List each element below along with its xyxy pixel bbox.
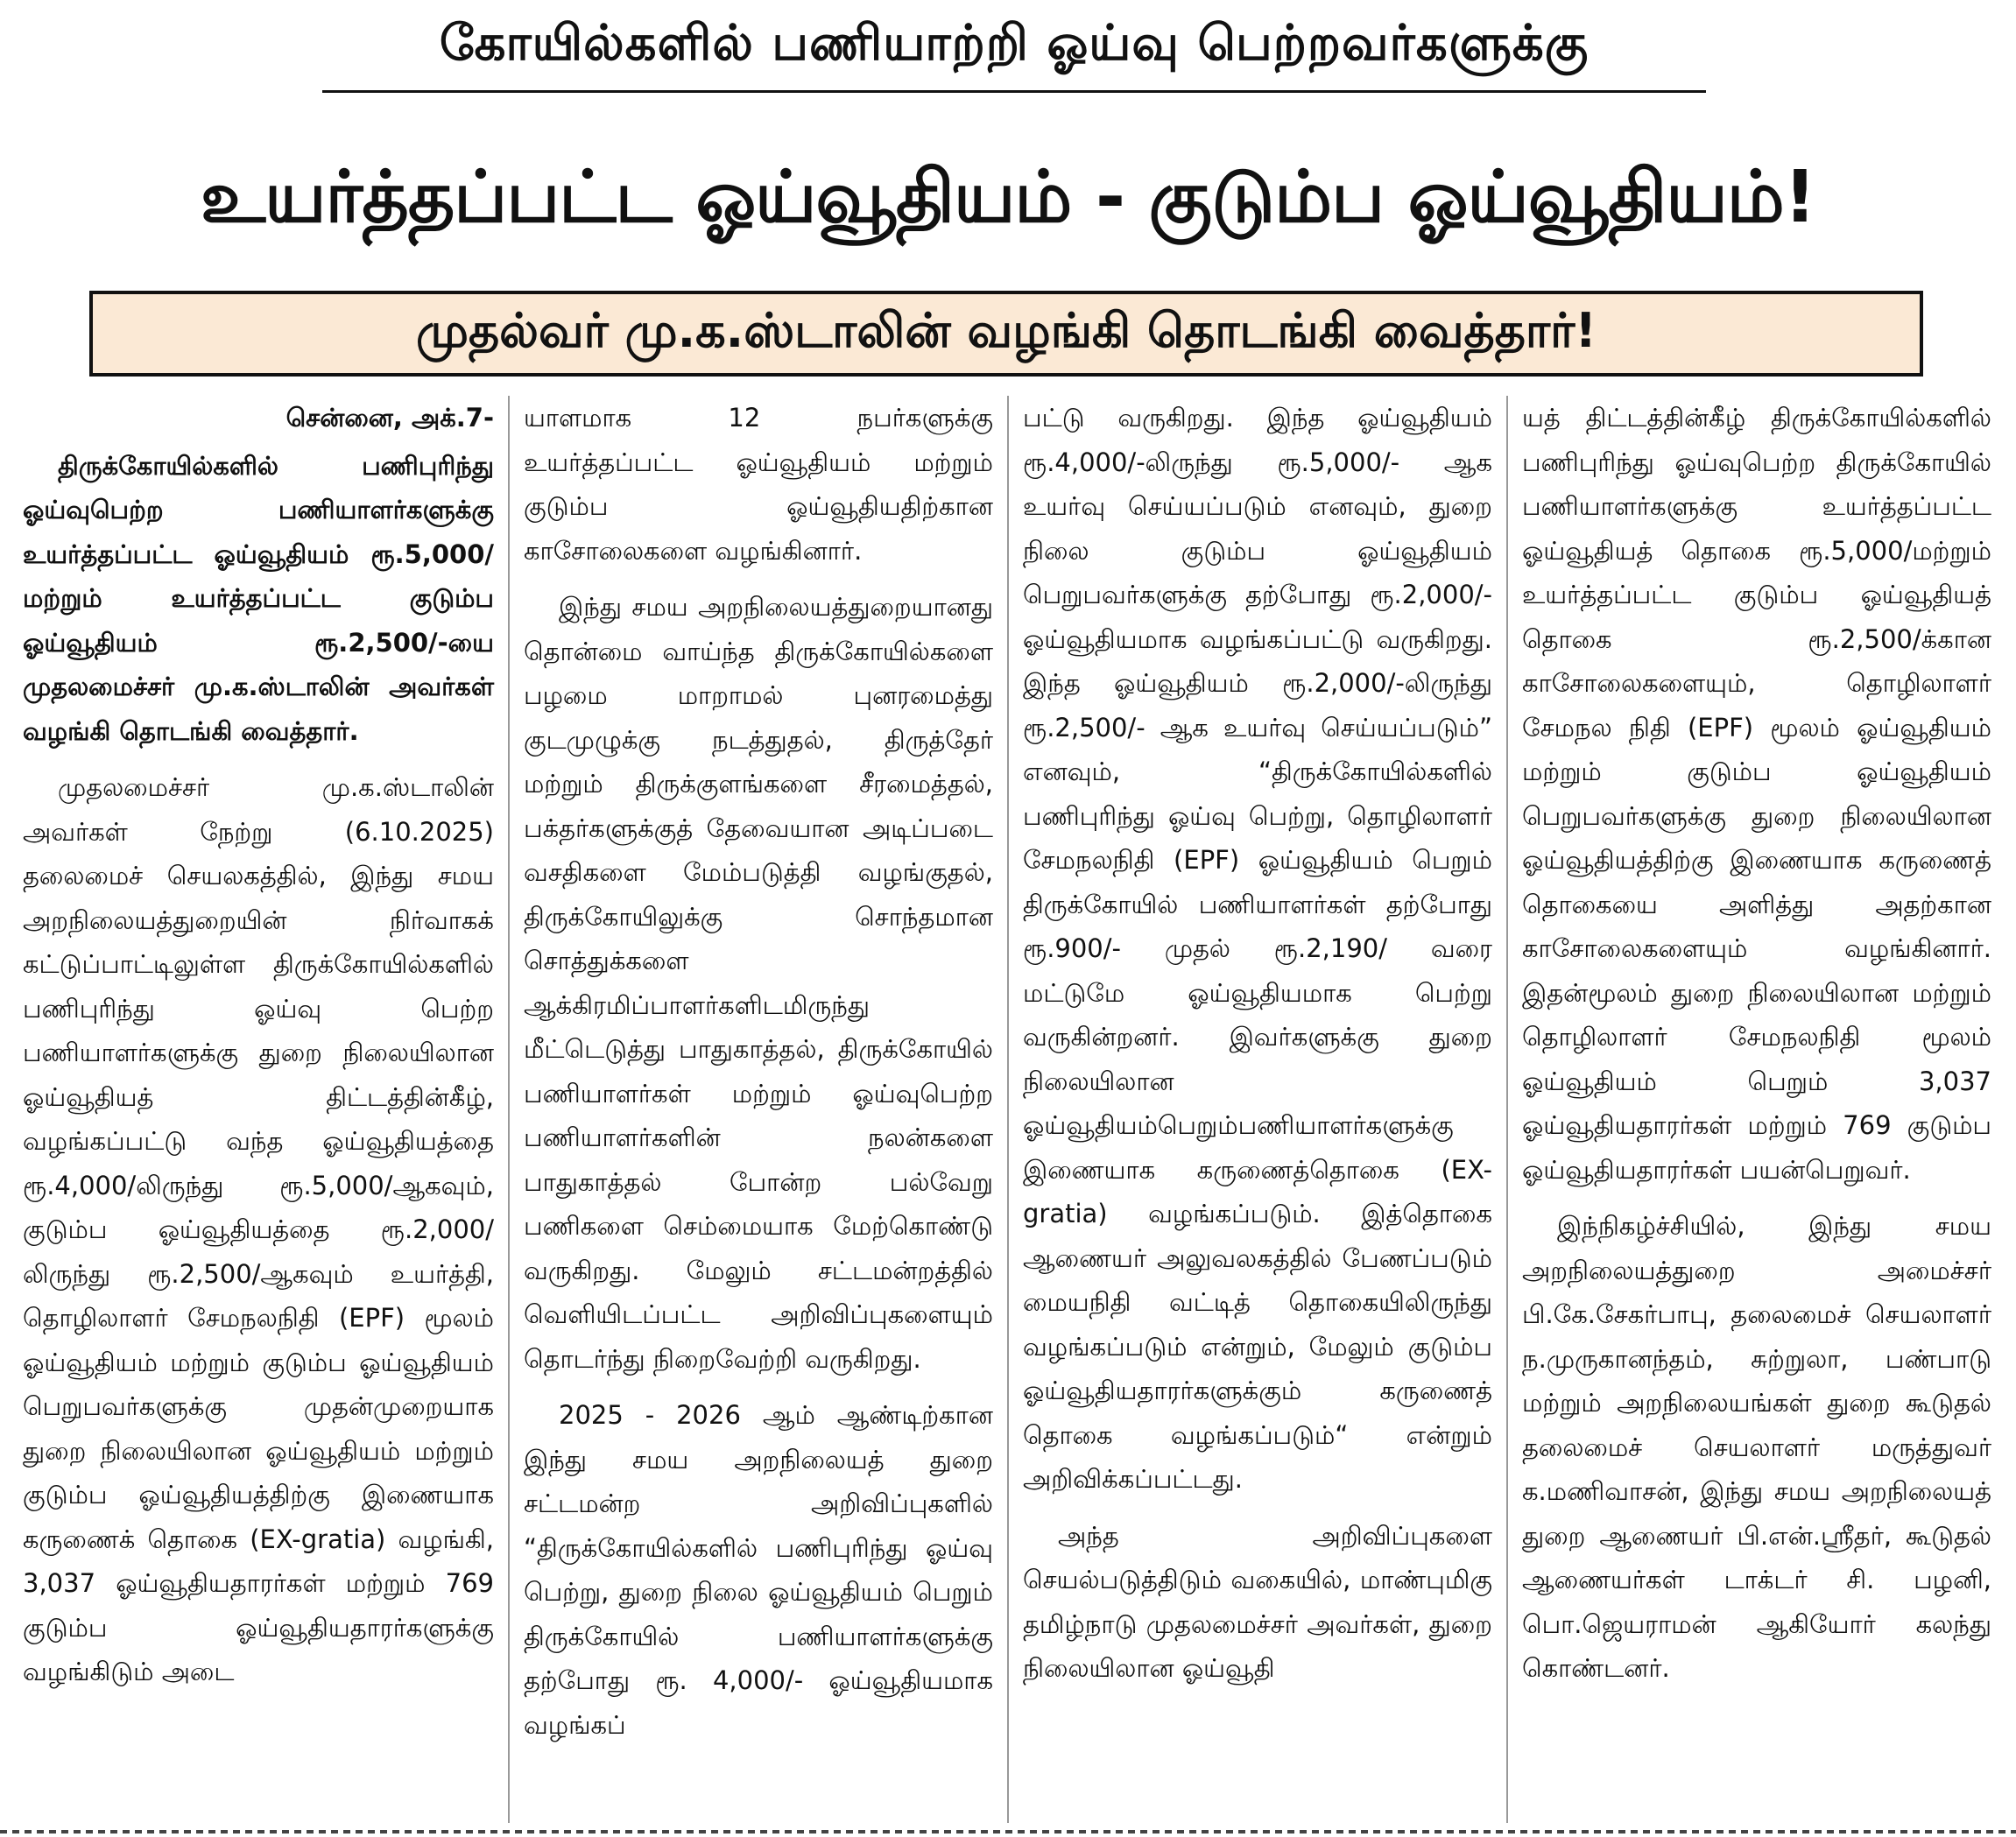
kicker-headline: கோயில்களில் பணியாற்றி ஓய்வு பெற்றவர்களுக்கு bbox=[439, 15, 1590, 72]
subheadline-box: முதல்வர் மு.க.ஸ்டாலின் வழங்கி தொடங்கி வைத்தார்! bbox=[89, 291, 1923, 377]
article-columns bbox=[9, 396, 2007, 1823]
article-column-2 bbox=[508, 396, 1007, 1823]
article-column-1 bbox=[9, 396, 508, 1823]
lead-paragraph: திருக்கோயில்களில் பணிபுரிந்து ஓய்வுபெற்ற பணியாளர்களுக்கு உயர்த்தப்பட்ட ஓய்வூதியம் ரூ.5,000/ மற்றும் உயர்த்தப்பட்ட குடும்ப ஓய்வூதியம் ரூ.2,500/-யை முதலமைச்சர் மு.க.ஸ்டாலின் அவர்கள் வழங்கி தொடங்கி வைத்தார். bbox=[23, 450, 494, 746]
bottom-dashed-rule bbox=[0, 1830, 2016, 1833]
main-headline: உயர்த்தப்பட்ட ஓய்வூதியம் - குடும்ப ஓய்வூதியம்! bbox=[200, 156, 1816, 239]
body-paragraph: அந்த அறிவிப்புகளை செயல்படுத்திடும் வகையில், மாண்புமிகு தமிழ்நாடு முதலமைச்சர் அவர்கள், துறை நிலையிலான ஓய்வூதி bbox=[1023, 1520, 1492, 1683]
dateline: சென்னை, அக்.7- bbox=[285, 403, 494, 433]
body-paragraph: இந்நிகழ்ச்சியில், இந்து சமய அறநிலையத்துறை அமைச்சர் பி.கே.சேகர்பாபு, தலைமைச் செயலாளர் ந.முருகானந்தம், சுற்றுலா, பண்பாடு மற்றும் அறநிலையங்கள் துறை கூடுதல் தலைமைச் செயலாளர் மருத்துவர் க.மணிவாசன், இந்து சமய அறநிலையத் துறை ஆணையர் பி.என்.ஸ்ரீதர், கூடுதல் ஆணையர்கள் டாக்டர் சி. பழனி, பொ.ஜெயராமன் ஆகியோர் கலந்து கொண்டனர். bbox=[1522, 1211, 1991, 1683]
article-column-4 bbox=[1506, 396, 2005, 1823]
body-paragraph: யாளமாக 12 நபர்களுக்கு உயர்த்தப்பட்ட ஓய்வூதியம் மற்றும் குடும்ப ஓய்வூதியதிற்கான காசோலைகளை வழங்கினார். bbox=[524, 403, 993, 566]
article-column-3 bbox=[1007, 396, 1506, 1823]
body-paragraph: 2025 - 2026 ஆம் ஆண்டிற்கான இந்து சமய அறநிலையத் துறை சட்டமன்ற அறிவிப்புகளில் “திருக்கோயில்களில் பணிபுரிந்து ஓய்வு பெற்று, துறை நிலை ஓய்வூதியம் பெறும் திருக்கோயில் பணியாளர்களுக்கு தற்போது ரூ. 4,000/- ஓய்வூதியமாக வழங்கப் bbox=[524, 1400, 993, 1740]
body-paragraph: யத் திட்டத்தின்கீழ் திருக்கோயில்களில் பணிபுரிந்து ஓய்வுபெற்ற திருக்கோயில் பணியாளர்களுக்கு உயர்த்தப்பட்ட ஓய்வூதியத் தொகை ரூ.5,000/மற்றும் உயர்த்தப்பட்ட குடும்ப ஓய்வூதியத் தொகை ரூ.2,500/க்கான காசோலைகளையும், தொழிலாளர் சேமநல நிதி (EPF) மூலம் ஓய்வூதியம் மற்றும் குடும்ப ஓய்வூதியம் பெறுபவர்களுக்கு துறை நிலையிலான ஓய்வூதியத்திற்கு இணையாக கருணைத் தொகையை அளித்து அதற்கான காசோலைகளையும் வழங்கினார். இதன்மூலம் துறை நிலையிலான மற்றும் தொழிலாளர் சேமநலநிதி மூலம் ஓய்வூதியம் பெறும் 3,037 ஓய்வூதியதாரர்கள் மற்றும் 769 குடும்ப ஓய்வூதியதாரர்கள் பயன்பெறுவர். bbox=[1522, 403, 1991, 1185]
kicker-underline bbox=[322, 90, 1706, 93]
body-paragraph: முதலமைச்சர் மு.க.ஸ்டாலின் அவர்கள் நேற்று (6.10.2025) தலைமைச் செயலகத்தில், இந்து சமய அறநிலையத்துறையின் நிர்வாகக் கட்டுப்பாட்டிலுள்ள திருக்கோயில்களில் பணிபுரிந்து ஓய்வு பெற்ற பணியாளர்களுக்கு துறை நிலையிலான ஓய்வூதியத் திட்டத்தின்கீழ், வழங்கப்பட்டு வந்த ஓய்வூதியத்தை ரூ.4,000/லிருந்து ரூ.5,000/ஆகவும், குடும்ப ஓய்வூதியத்தை ரூ.2,000/லிருந்து ரூ.2,500/ஆகவும் உயர்த்தி, தொழிலாளர் சேமநலநிதி (EPF) மூலம் ஓய்வூதியம் மற்றும் குடும்ப ஓய்வூதியம் பெறுபவர்களுக்கு முதன்முறையாக துறை நிலையிலான ஓய்வூதியம் மற்றும் குடும்ப ஓய்வூதியத்திற்கு இணையாக கருணைக் தொகை (EX-gratia) வழங்கி, 3,037 ஓய்வூதியதாரர்கள் மற்றும் 769 குடும்ப ஓய்வூதியதாரர்களுக்கு வழங்கிடும் அடை bbox=[23, 772, 494, 1686]
body-paragraph: பட்டு வருகிறது. இந்த ஓய்வூதியம் ரூ.4,000/-லிருந்து ரூ.5,000/- ஆக உயர்வு செய்யப்படும் எனவும், துறை நிலை குடும்ப ஓய்வூதியம் பெறுபவர்களுக்கு தற்போது ரூ.2,000/- ஓய்வூதியமாக வழங்கப்பட்டு வருகிறது. இந்த ஓய்வூதியம் ரூ.2,000/-லிருந்து ரூ.2,500/- ஆக உயர்வு செய்யப்படும்” எனவும், “திருக்கோயில்களில் பணிபுரிந்து ஓய்வு பெற்று, தொழிலாளர் சேமநலநிதி (EPF) ஓய்வூதியம் பெறும் திருக்கோயில் பணியாளர்கள் தற்போது ரூ.900/- முதல் ரூ.2,190/ வரை மட்டுமே ஓய்வூதியமாக பெற்று வருகின்றனர். இவர்களுக்கு துறை நிலையிலான ஓய்வூதியம்பெறும்பணியாளர்களுக்கு இணையாக கருணைத்தொகை (EX-gratia) வழங்கப்படும். இத்தொகை ஆணையர் அலுவலகத்தில் பேணப்படும் மையநிதி வட்டித் தொகையிலிருந்து வழங்கப்படும் என்றும், மேலும் குடும்ப ஓய்வூதியதாரர்களுக்கும் கருணைத் தொகை வழங்கப்படும்“ என்றும் அறிவிக்கப்பட்டது. bbox=[1023, 403, 1492, 1494]
body-paragraph: இந்து சமய அறநிலையத்துறையானது தொன்மை வாய்ந்த திருக்கோயில்களை பழமை மாறாமல் புனரமைத்து குடமுழுக்கு நடத்துதல், திருத்தேர் மற்றும் திருக்குளங்களை சீரமைத்தல், பக்தர்களுக்குத் தேவையான அடிப்படை வசதிகளை மேம்படுத்தி வழங்குதல், திருக்கோயிலுக்கு சொந்தமான சொத்துக்களை ஆக்கிரமிப்பாளர்களிடமிருந்து மீட்டெடுத்து பாதுகாத்தல், திருக்கோயில் பணியாளர்கள் மற்றும் ஓய்வுபெற்ற பணியாளர்களின் நலன்களை பாதுகாத்தல் போன்ற பல்வேறு பணிகளை செம்மையாக மேற்கொண்டு வருகிறது. மேலும் சட்டமன்றத்தில் வெளியிடப்பட்ட அறிவிப்புகளையும் தொடர்ந்து நிறைவேற்றி வருகிறது. bbox=[524, 592, 993, 1374]
